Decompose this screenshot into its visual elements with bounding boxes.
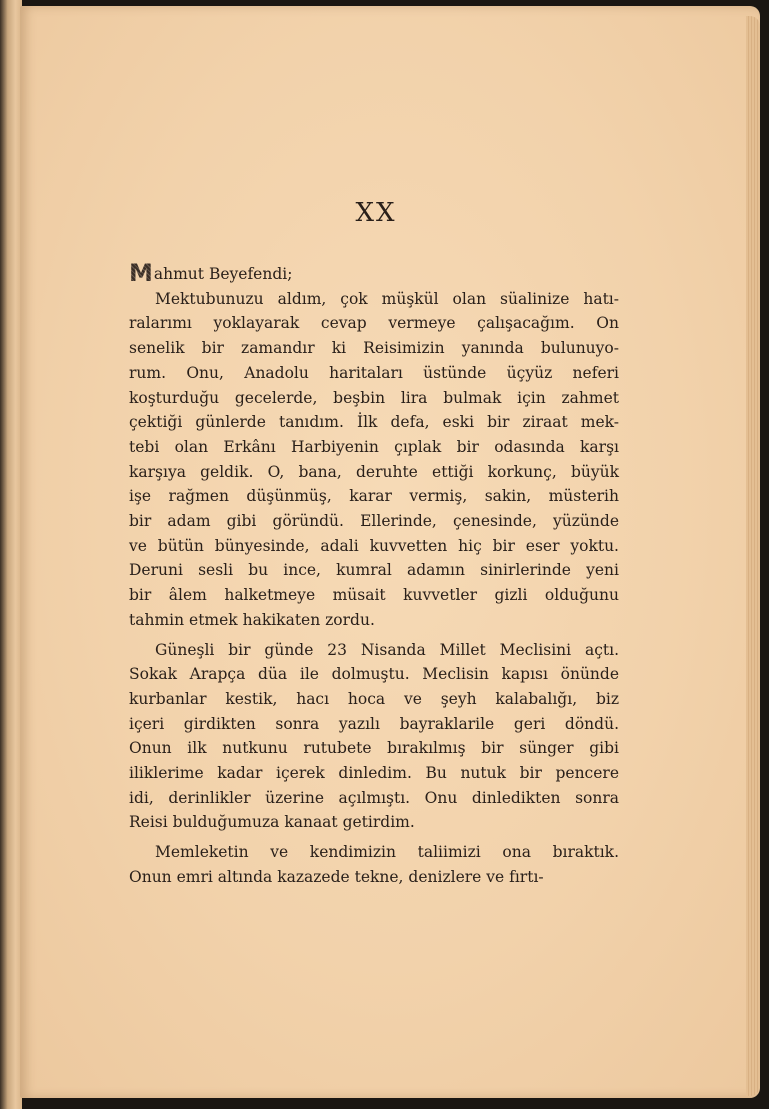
text-line: idi, derinlikler üzerine açılmıştı. Onu dinledikten sonra (129, 788, 619, 807)
text-line: iliklerime kadar içerek dinledim. Bu nutuk bir pencere (129, 764, 619, 783)
text-line: senelik bir zamandır ki Reisimizin yanında bulunuyo- (129, 339, 619, 358)
letter-body (129, 259, 619, 890)
text-line: işe rağmen düşünmüş, karar vermiş, sakin, müsterih (129, 487, 619, 506)
text-line: karşıya geldik. O, bana, deruhte ettiği korkunç, büyük (129, 462, 619, 481)
text-line: bir âlem halketmeye müsait kuvvetler gizli olduğunu (129, 586, 619, 605)
paragraph (129, 287, 619, 633)
paragraph (129, 638, 619, 836)
text-line: bir adam gibi göründü. Ellerinde, çenesinde, yüzünde (129, 512, 619, 531)
page-edges (746, 16, 760, 1096)
text-line: Deruni sesli bu ince, kumral adamın sinirlerinde yeni (129, 561, 619, 580)
text-line: tahmin etmek hakikaten zordu. (129, 610, 375, 629)
text-line: Sokak Arapça düa ile dolmuştu. Meclisin kapısı önünde (129, 665, 619, 684)
text-line: içeri girdikten sonra yazılı bayraklarile geri döndü. (129, 714, 619, 733)
text-line: ralarımı yoklayarak cevap vermeye çalışacağım. On (129, 314, 619, 333)
chapter-number: XX (355, 198, 397, 228)
text-line: Güneşli bir günde 23 Nisanda Millet Meclisini açtı. (155, 640, 619, 659)
paragraph (129, 840, 619, 889)
text-line: rum. Onu, Anadolu haritaları üstünde üçyüz neferi (129, 363, 619, 382)
text-line: tebi olan Erkânı Harbiyenin çıplak bir odasında karşı (129, 437, 619, 456)
paragraphs (129, 287, 619, 890)
text-line: Memleketin ve kendimizin taliimizi ona bıraktık. (155, 843, 619, 862)
text-line: Onun emri altında kazazede tekne, denizlere ve fırtı- (129, 867, 544, 886)
salutation (129, 259, 619, 287)
text-line: Onun ilk nutkunu rutubete bırakılmış bir sünger gibi (129, 739, 619, 758)
text-line: ve bütün bünyesinde, adali kuvvetten hiç bir eser yoktu. (129, 536, 619, 555)
salutation-text: ahmut Beyefendi; (153, 265, 293, 283)
drop-cap: M (129, 259, 153, 287)
text-line: kurbanlar kestik, hacı hoca ve şeyh kalabalığı, biz (129, 689, 619, 708)
book-spine (0, 0, 22, 1109)
text-line: Mektubunuzu aldım, çok müşkül olan süalinize hatı- (155, 289, 619, 308)
text-line: Reisi bulduğumuza kanaat getirdim. (129, 813, 415, 832)
text-line: koşturduğu gecelerde, beşbin lira bulmak için zahmet (129, 388, 619, 407)
text-line: çektiği günlerde tanıdım. İlk defa, eski bir ziraat mek- (129, 413, 619, 432)
